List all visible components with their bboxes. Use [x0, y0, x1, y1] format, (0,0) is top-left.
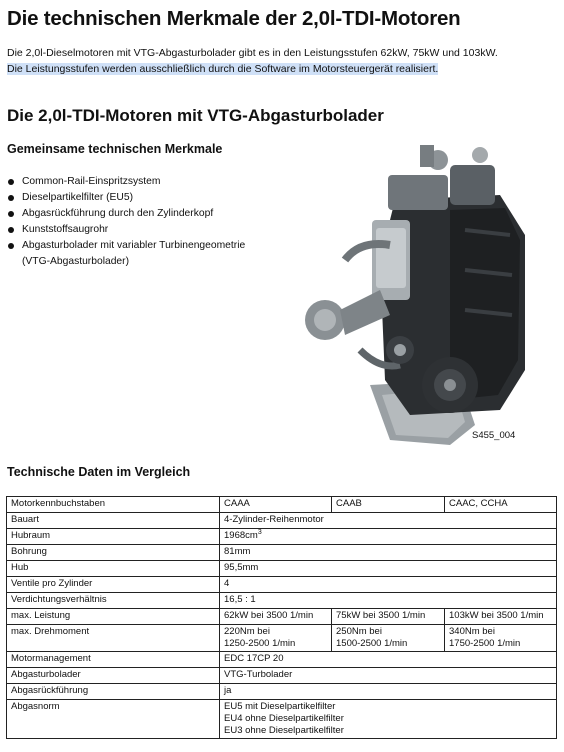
table-row	[7, 609, 557, 625]
table-cell: 75kW bei 3500 1/min	[332, 609, 445, 625]
table-cell: 4	[220, 577, 557, 593]
list-item-continuation: (VTG-Abgasturbolader)	[22, 256, 130, 267]
table-cell: 95,5mm	[220, 561, 557, 577]
section-title: Die 2,0l-TDI-Motoren mit VTG-Abgasturbolader	[7, 106, 384, 125]
table-cell: $1968cm^3$	[220, 529, 557, 545]
table-row	[7, 529, 557, 545]
table-cell: 250Nm bei 1500-2500 1/min	[332, 625, 445, 652]
table-cell: CAAB	[332, 497, 445, 513]
table-cell: 340Nm bei 1750-2500 1/min	[445, 625, 557, 652]
table-cell: Verdichtungsverhältnis	[7, 593, 220, 609]
table-cell: 81mm	[220, 545, 557, 561]
table-cell: EU5 mit Dieselpartikelfilter EU4 ohne Dieselpartikelfilter EU3 ohne Dieselpartikelfilter	[220, 700, 557, 739]
engine-image	[300, 140, 540, 450]
features-list	[7, 174, 307, 270]
table-row	[7, 513, 557, 529]
table-row	[7, 700, 557, 739]
table-cell: 103kW bei 3500 1/min	[445, 609, 557, 625]
table-cell: ja	[220, 684, 557, 700]
list-item: Dieselpartikelfilter (EU5)	[7, 190, 307, 206]
table-row	[7, 577, 557, 593]
table-cell: Abgasturbolader	[7, 668, 220, 684]
table-cell: max. Leistung	[7, 609, 220, 625]
spec-table	[6, 496, 557, 739]
table-cell: Bauart	[7, 513, 220, 529]
table-cell: Hubraum	[7, 529, 220, 545]
intro-paragraph	[7, 45, 559, 77]
table-cell: Motorkennbuchstaben	[7, 497, 220, 513]
intro-line-2-selected[interactable]: Die Leistungsstufen werden ausschließlich durch die Software im Motorsteuergerät realisiert.	[7, 63, 439, 75]
table-row	[7, 593, 557, 609]
table-cell: Ventile pro Zylinder	[7, 577, 220, 593]
page-title: Die technischen Merkmale der 2,0l-TDI-Motoren	[7, 7, 461, 30]
table-row	[7, 684, 557, 700]
table-cell: Abgasnorm	[7, 700, 220, 739]
list-item: Common-Rail-Einspritzsystem	[7, 174, 307, 190]
table-cell: Motormanagement	[7, 652, 220, 668]
table-row	[7, 545, 557, 561]
table-row	[7, 497, 557, 513]
table-cell: Abgasrückführung	[7, 684, 220, 700]
table-row	[7, 652, 557, 668]
table-cell: CAAA	[220, 497, 332, 513]
table-cell: Bohrung	[7, 545, 220, 561]
table-row	[7, 668, 557, 684]
list-item: Kunststoffsaugrohr	[7, 222, 307, 238]
intro-line-1: Die 2,0l-Dieselmotoren mit VTG-Abgasturbolader gibt es in den Leistungsstufen 62kW, 75kW und 103kW.	[7, 47, 498, 59]
table-cell: EDC 17CP 20	[220, 652, 557, 668]
table-row	[7, 625, 557, 652]
table-cell: CAAC, CCHA	[445, 497, 557, 513]
table-cell: 62kW bei 3500 1/min	[220, 609, 332, 625]
features-heading: Gemeinsame technischen Merkmale	[7, 142, 223, 156]
table-cell: max. Drehmoment	[7, 625, 220, 652]
table-cell: 220Nm bei 1250-2500 1/min	[220, 625, 332, 652]
table-cell: Hub	[7, 561, 220, 577]
image-caption: S455_004	[472, 430, 516, 441]
table-heading: Technische Daten im Vergleich	[7, 465, 191, 479]
table-cell: 4-Zylinder-Reihenmotor	[220, 513, 557, 529]
table-cell: VTG-Turbolader	[220, 668, 557, 684]
list-item: Abgasturbolader mit variabler Turbinengeometrie	[7, 238, 307, 254]
table-cell: 16,5 : 1	[220, 593, 557, 609]
list-item: Abgasrückführung durch den Zylinderkopf	[7, 206, 307, 222]
table-row	[7, 561, 557, 577]
